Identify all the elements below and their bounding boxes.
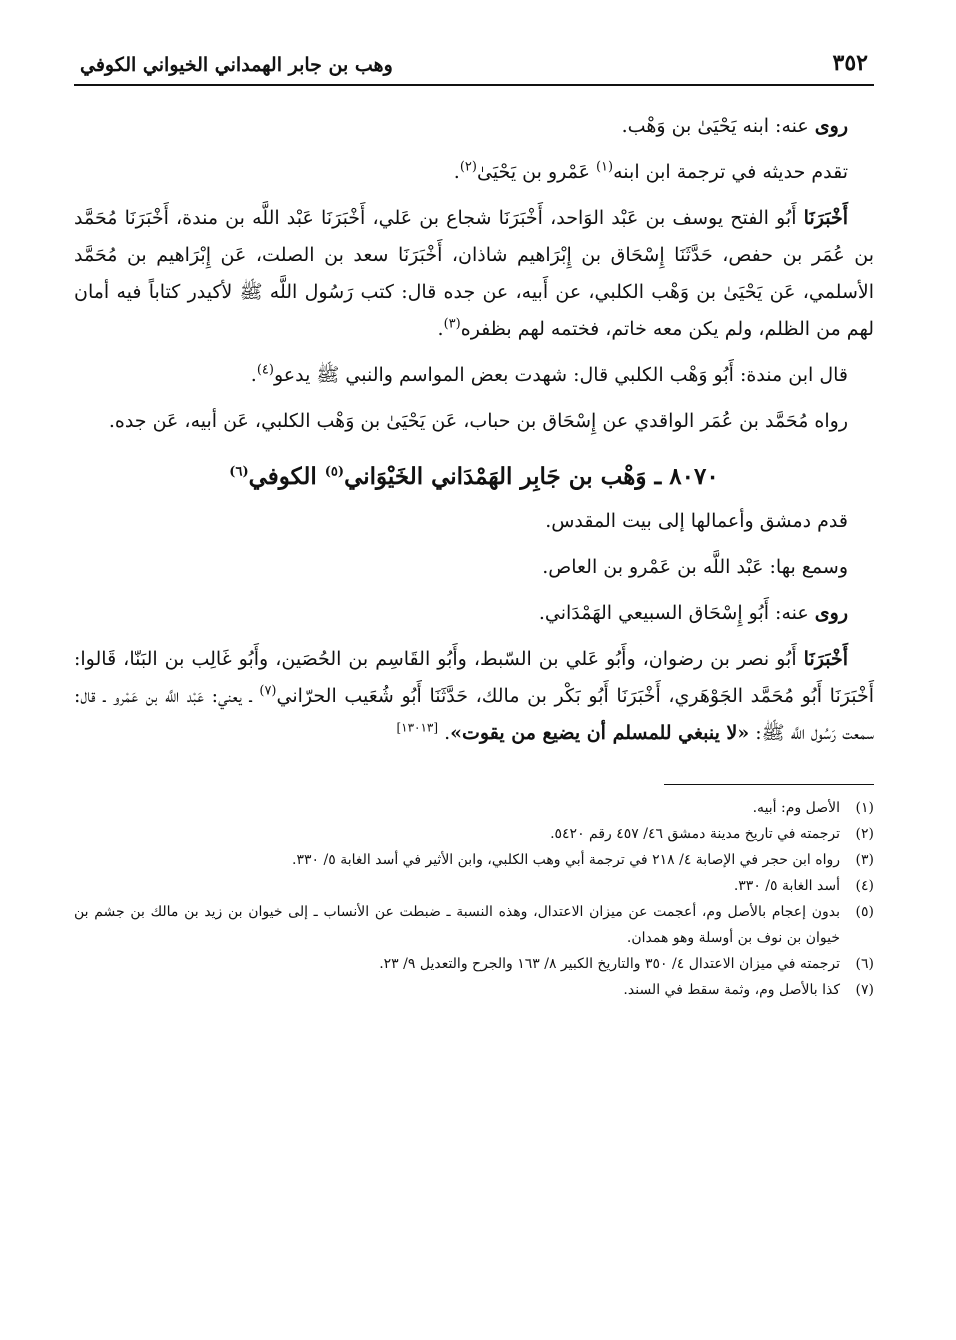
hadith-text: «لا ينبغي للمسلم أن يضيع من يقوت» xyxy=(450,722,750,744)
akhbarana-label: أَخْبَرَنَا xyxy=(803,207,848,229)
running-head: وهب بن جابر الهمداني الخيواني الكوفي xyxy=(80,54,393,76)
footnote-number: (١) xyxy=(855,800,874,816)
punctuation: . xyxy=(437,318,444,340)
footnote xyxy=(74,899,874,951)
footnote-text: بدون إعجام بالأصل وم، أعجمت عن ميزان الاعتدال، وهذه النسبة ـ ضبطت عن الأنساب ـ إلى خيوان بن زيد بن مالك بن جشم بن خيوان بن نوف بن أوسلة وهو همدان. xyxy=(74,904,840,946)
footnote xyxy=(74,977,874,1003)
footnote-ref[interactable]: (٤) xyxy=(256,362,274,378)
narrated-label: روى xyxy=(814,602,848,624)
footnote-rule xyxy=(664,784,874,785)
entry-title-nisbah: الكوفي xyxy=(248,463,317,490)
footnote-number: (٧) xyxy=(855,982,874,998)
akhbarana-label: أَخْبَرَنَا xyxy=(803,648,848,670)
footnote-number: (٣) xyxy=(855,852,874,868)
prior-text-name: عَمْرو بن يَحْيَىٰ xyxy=(476,161,590,183)
footnote-ref[interactable]: (٦) xyxy=(229,464,249,480)
ibn-mandah-paragraph xyxy=(74,357,874,394)
footnote-text: الأصل وم: أبيه. xyxy=(752,800,840,816)
page-number: ٣٥٢ xyxy=(832,50,868,76)
riwayah-text: رواه مُحَمَّد بن عُمَر الواقدي عن إِسْحَاق بن حباب، عَن يَحْيَىٰ بن وَهْب الكلبي، عَن أبيه، عَن جده. xyxy=(108,410,848,432)
riwayah-paragraph xyxy=(74,403,874,440)
footnote-text: ترجمته في ميزان الاعتدال ٤/ ٣٥٠ والتاريخ الكبير ٨/ ١٦٣ والجرح والتعديل ٩/ ٢٣. xyxy=(379,956,840,972)
footnote xyxy=(74,847,874,873)
footnote-ref[interactable]: (١) xyxy=(595,159,614,175)
punctuation: . xyxy=(453,161,460,183)
narrated-text: عنه: أَبُو إِسْحَاق السبيعي الهَمْدَاني. xyxy=(538,602,809,624)
footnote-ref[interactable]: (٣) xyxy=(443,316,461,332)
footnote-ref[interactable]: (٧) xyxy=(259,683,277,699)
footnote-number: (٦) xyxy=(855,956,874,972)
ibn-mandah-text: قال ابن مندة: أَبُو وَهْب الكلبي قال: شهدت بعض المواسم والنبي ﷺ يدعو xyxy=(273,364,848,386)
narrated-text: عنه: ابنه يَحْيَىٰ بن وَهْب. xyxy=(621,115,809,137)
punctuation: . xyxy=(444,722,451,744)
entry-title xyxy=(74,458,874,495)
came-to-line xyxy=(74,503,874,540)
isnad-paragraph xyxy=(74,200,874,348)
page-header xyxy=(74,50,874,78)
entry-title-text: ٨٠٧٠ ـ وَهْب بن جَابِر الهَمْدَاني الخَيْوَاني xyxy=(344,463,719,490)
footnote-number: (٥) xyxy=(855,904,874,920)
footnote-text: ترجمته في تاريخ مدينة دمشق ٤٦/ ٤٥٧ رقم ٥٤٢٠. xyxy=(550,826,840,842)
footnote xyxy=(74,873,874,899)
footnote-number: (٢) xyxy=(855,826,874,842)
narrated-by-line xyxy=(74,595,874,632)
isnad-text: أَبُو نصر بن رضوان، وأَبُو عَلي بن السّبط، وأَبُو القَاسِم بن الحُصَين، وأَبُو غَالِب بن البَنّا، قَالوا: أَخْبَرَنَا أَبُو مُحَمَّد الجَوْهَري، أَخْبَرَنَا أَبُو بَكْر بن مالك، حَدَّثَنَا أَبُو شُعَيب الحرّاني xyxy=(74,648,875,707)
footnote-number: (٤) xyxy=(855,878,874,894)
main-text xyxy=(74,108,874,752)
footnote-text: رواه ابن حجر في الإصابة ٤/ ٢١٨ في ترجمة أبي وهب الكلبي، وابن الأثير في أسد الغابة ٥/ ٣٣٠. xyxy=(292,852,840,868)
narrated-by-line xyxy=(74,108,874,145)
punctuation: . xyxy=(250,364,257,386)
footnote-ref[interactable]: (٥) xyxy=(324,464,345,480)
footnote xyxy=(74,795,874,821)
prior-hadith-line xyxy=(74,154,874,191)
footnote xyxy=(74,821,874,847)
footnote-text: كذا بالأصل وم، وثمة سقط في السند. xyxy=(623,982,840,998)
isnad-text: أَبُو الفتح يوسف بن عَبْد الوَاحد، أَخْبَرَنَا شجاع بن عَلي، أَخْبَرَنَا عَبْد اللَّه بن مندة، أَخْبَرَنَا مُحَمَّد بن عُمَر بن حفص، حَدَّثَنَا إِسْحَاق بن إِبْرَاهيم شاذان، أَخْبَرَنَا سعد بن الصلت، عَن إِبْرَاهيم بن مُحَمَّد الأسلمي، عَن يَحْيَىٰ بن وَهْب الكلبي، عن أَبيه، عن جده قال: كتب رَسُول اللَّه ﷺ لأكيدر كتاباً فيه أمان لهم من الظلم، ولم يكن معه خاتم، فختمه لهم بظفره xyxy=(74,207,874,340)
narrated-label: روى xyxy=(814,115,848,137)
footnote xyxy=(74,951,874,977)
heard-line xyxy=(74,549,874,586)
footnotes xyxy=(74,795,874,1003)
hadith-number: [١٣٠١٣] xyxy=(396,720,439,735)
prior-text: تقدم حديثه في ترجمة ابن ابنه xyxy=(613,161,848,183)
came-text: قدم دمشق وأعمالها إلى بيت المقدس. xyxy=(545,510,848,532)
footnote-text: أسد الغابة ٥/ ٣٣٠. xyxy=(733,878,840,894)
isnad-paragraph xyxy=(74,641,874,752)
header-rule xyxy=(74,84,874,86)
heard-text: وسمع بها: عَبْد اللَّه بن عَمْرو بن العاص. xyxy=(542,556,848,578)
footnote-ref[interactable]: (٢) xyxy=(459,159,477,175)
isnad-text: ـ يعني: عَبْد اللَّه بن عَمْرو ـ قال: سمعت رَسُول اللَّه ﷺ: xyxy=(74,685,874,744)
